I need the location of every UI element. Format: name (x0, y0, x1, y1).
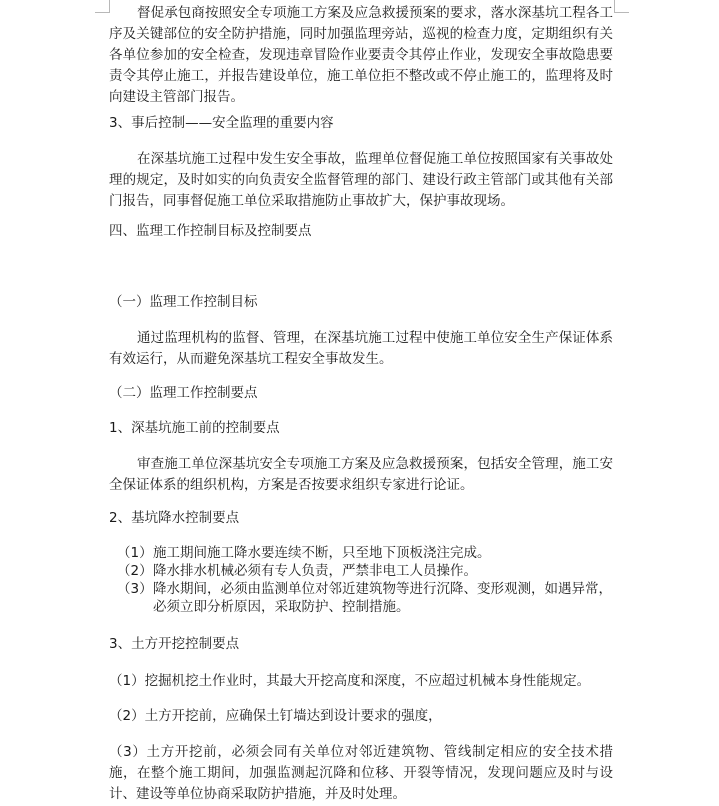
page-corner-mark-left (95, 0, 110, 13)
paragraph-safety-measures: （3）土方开挖前，必须会同有关单位对邻近建筑物、管线制定相应的安全技术措施，在整个施工期间，加强监测起沉降和位移、开裂等情况，发现问题应及时与设计、建设等单位协商采取防护措施，并及时处理。 (109, 744, 613, 802)
heading-section-four: 四、监理工作控制目标及控制要点 (109, 223, 312, 239)
paragraph-soil-nail-strength: （2）土方开挖前，应确保土钉墙达到设计要求的强度， (109, 708, 442, 724)
paragraph-accident-handling: 在深基坑施工过程中发生安全事故，监理单位督促施工单位按照国家有关事故处理的规定，及时如实的向负责安全监督管理的部门、建设行政主管部门或其他有关部门报告，同事督促施工单位采取措施防止事故扩大，保护事故现场。 (109, 151, 613, 209)
list-item-number: （1） (117, 545, 153, 561)
heading-dewatering: 2、基坑降水控制要点 (109, 510, 240, 526)
heading-earthwork: 3、土方开挖控制要点 (109, 636, 240, 652)
list-item-text: 降水排水机械必须有专人负责，严禁非电工人员操作。 (153, 563, 477, 579)
list-item-number: （3） (117, 581, 153, 597)
page-corner-mark-right (614, 0, 629, 13)
heading-control-targets: （一）监理工作控制目标 (109, 294, 258, 310)
paragraph-plan-review: 审查施工单位深基坑安全专项施工方案及应急救援预案，包括安全管理，施工安全保证体系的组织机构，方案是否按要求组织专家进行论证。 (109, 456, 613, 493)
paragraph-excavator-limit: （1）挖掘机挖土作业时，其最大开挖高度和深度，不应超过机械本身性能规定。 (109, 673, 591, 689)
heading-pre-construction: 1、深基坑施工前的控制要点 (109, 420, 280, 436)
heading-control-points: （二）监理工作控制要点 (109, 385, 258, 401)
list-item-dewatering-2 (109, 562, 613, 580)
list-item-text: 施工期间施工降水要连续不断，只至地下顶板浇注完成。 (153, 545, 491, 561)
list-item-text: 降水期间，必须由监测单位对邻近建筑物等进行沉降、变形观测，如遇异常，必须立即分析原因，采取防护、控制措施。 (153, 581, 612, 615)
list-item-dewatering-3 (109, 580, 613, 616)
heading-post-control: 3、事后控制——安全监理的重要内容 (109, 115, 334, 131)
list-item-number: （2） (117, 563, 153, 579)
list-item-dewatering-1 (109, 544, 613, 562)
paragraph-control-target-text: 通过监理机构的监督、管理，在深基坑施工过程中使施工单位安全生产保证体系有效运行，从而避免深基坑工程安全事故发生。 (109, 330, 613, 367)
paragraph-supervision-process: 督促承包商按照安全专项施工方案及应急救援预案的要求，落水深基坑工程各工序及关键部位的安全防护措施，同时加强监理旁站，巡视的检查力度，定期组织有关各单位参加的安全检查，发现违章冒险作业要责令其停止作业，发现安全事故隐患要责令其停止施工，并报告建设单位，施工单位拒不整改或不停止施工的，监理将及时向建设主管部门报告。 (109, 5, 613, 105)
